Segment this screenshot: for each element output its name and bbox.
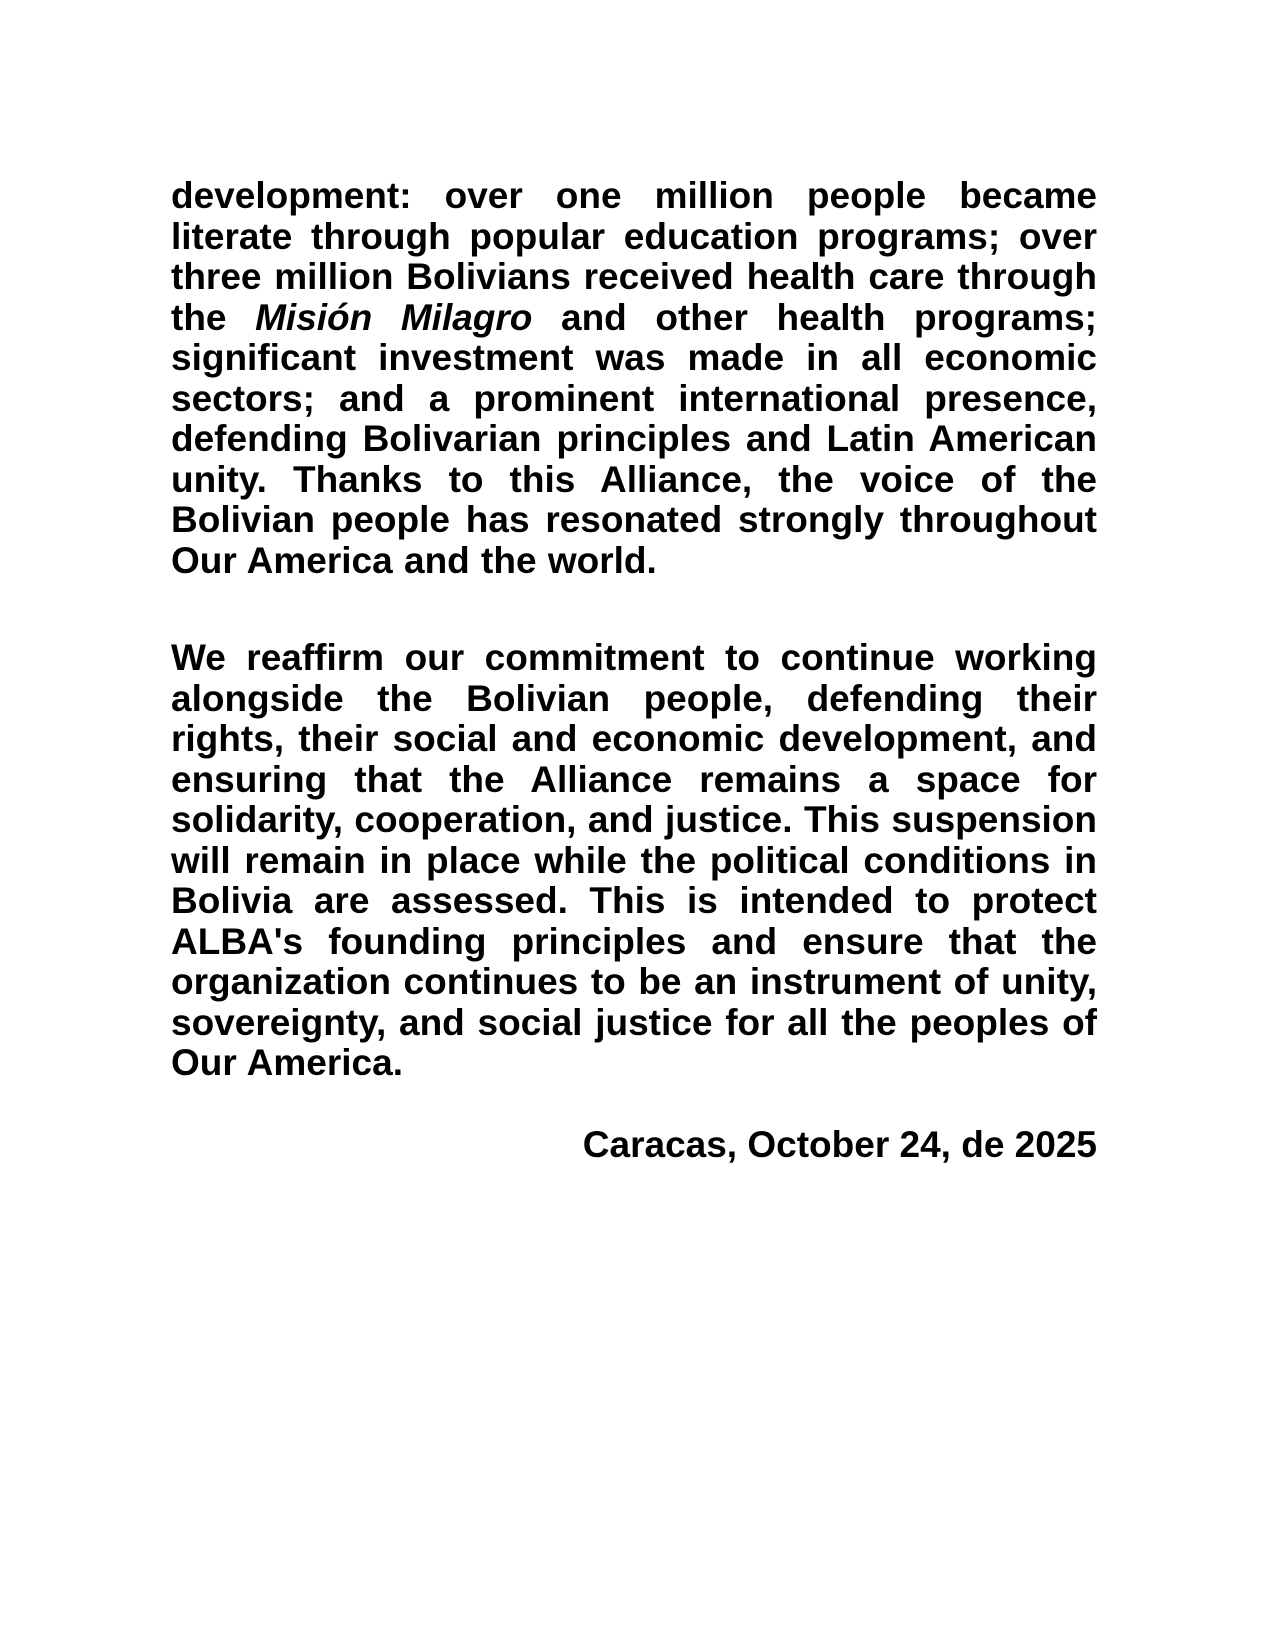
paragraph-2: [171, 638, 1097, 1084]
paragraph-1-text-after-italic: and other health programs; significant investment was made in all economic sectors; and a prominent international presence, defending Bolivarian principles and Latin American unity. Thanks to this Alliance, the voice of the Bolivian people has resonated strongly throughout Our America and the world.: [171, 296, 1097, 581]
paragraph-2-text: We reaffirm our commitment to continue working alongside the Bolivian people, defending their rights, their social and economic development, and ensuring that the Alliance remains a space for solidarity, cooperation, and justice. This suspension will remain in place while the political conditions in Bolivia are assessed. This is intended to protect ALBA's founding principles and ensure that the organization continues to be an instrument of unity, sovereignty, and social justice for all the peoples of Our America.: [171, 637, 1097, 1083]
document-body: [171, 176, 1097, 1165]
paragraph-1: [171, 176, 1097, 581]
mision-milagro-italic-phrase: Misión Milagro: [255, 296, 533, 338]
paragraph-1-text-before-italic: development: over one million people became literate through popular education programs; over three million Bolivians received health care through the: [171, 175, 1097, 338]
dateline: Caracas, October 24, de 2025: [582, 1123, 1097, 1165]
